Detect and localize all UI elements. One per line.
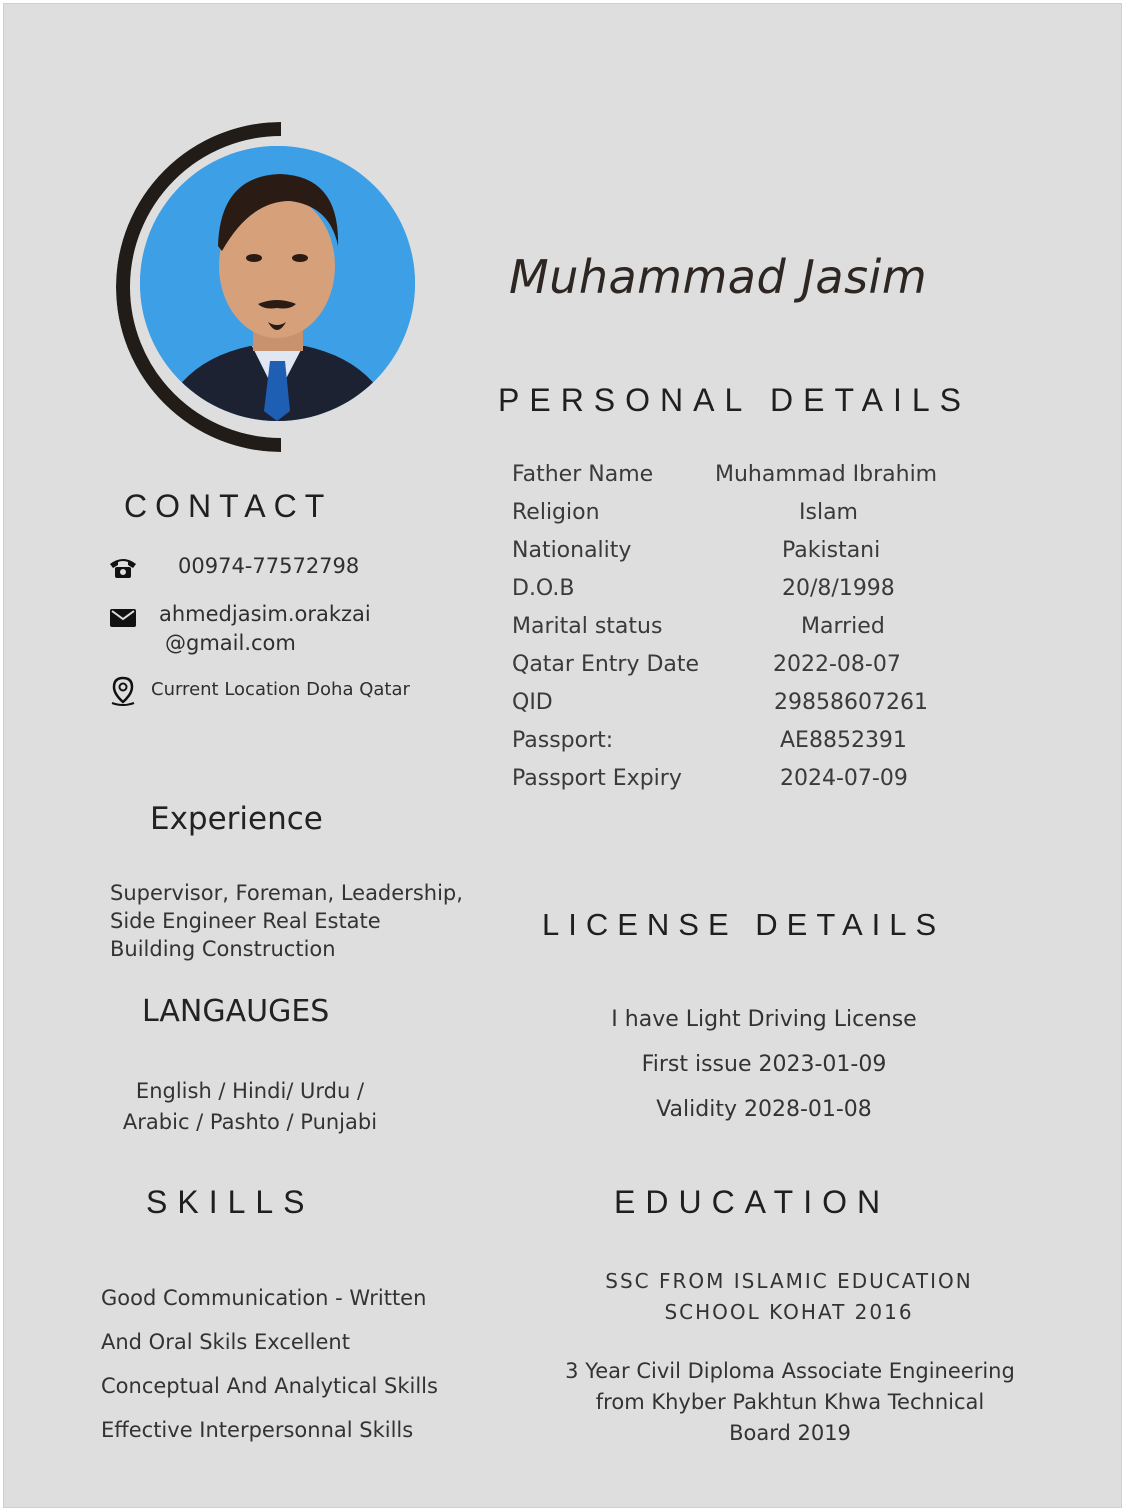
education-ssc-line: SCHOOL KOHAT 2016 — [664, 1300, 914, 1324]
education-diploma — [540, 1356, 1040, 1449]
location-pin-icon — [110, 676, 136, 710]
pd-label: D.O.B — [512, 576, 575, 601]
education-ssc — [544, 1266, 1034, 1328]
phone-icon — [108, 556, 138, 584]
education-title: EDUCATION — [614, 1184, 891, 1220]
experience-text — [110, 879, 463, 963]
pd-value: 29858607261 — [774, 690, 928, 715]
pd-label: Passport Expiry — [512, 766, 682, 791]
skills-list — [101, 1276, 438, 1452]
contact-title: CONTACT — [124, 488, 333, 524]
pd-label: Father Name — [512, 462, 654, 487]
pd-value: Married — [801, 614, 885, 639]
experience-title: Experience — [150, 801, 323, 837]
resume-page — [4, 4, 1121, 1507]
skills-line: And Oral Skils Excellent — [101, 1330, 350, 1354]
languages-line: Arabic / Pashto / Punjabi — [122, 1110, 378, 1134]
license-line: Validity 2028-01-08 — [656, 1097, 872, 1122]
pd-value: 2022-08-07 — [773, 652, 901, 677]
email-line2[interactable]: @gmail.com — [165, 631, 296, 655]
pd-value: AE8852391 — [780, 728, 907, 753]
languages-title: LANGAUGES — [142, 994, 330, 1029]
license-line: I have Light Driving License — [611, 1007, 917, 1032]
skills-line: Conceptual And Analytical Skills — [101, 1374, 438, 1398]
license-line: First issue 2023-01-09 — [641, 1052, 887, 1077]
pd-label: Nationality — [512, 538, 632, 563]
full-name: Muhammad Jasim — [509, 250, 928, 304]
current-location: Current Location Doha Qatar — [151, 679, 410, 700]
email-line1[interactable]: ahmedjasim.orakzai — [159, 602, 371, 626]
profile-photo — [140, 146, 415, 421]
license-text — [564, 997, 964, 1132]
pd-label: Marital status — [512, 614, 663, 639]
experience-line: Side Engineer Real Estate — [110, 909, 381, 933]
education-diploma-line: 3 Year Civil Diploma Associate Engineering — [565, 1359, 1015, 1383]
pd-label: QID — [512, 690, 553, 715]
phone-number[interactable]: 00974-77572798 — [178, 554, 360, 578]
education-ssc-line: SSC FROM ISLAMIC EDUCATION — [605, 1269, 973, 1293]
education-diploma-line: Board 2019 — [729, 1421, 851, 1445]
pd-value: Pakistani — [782, 538, 881, 563]
languages-line: English / Hindi/ Urdu / — [135, 1079, 365, 1103]
experience-line: Building Construction — [110, 937, 336, 961]
license-details-title: LICENSE DETAILS — [542, 907, 946, 942]
pd-value: Islam — [799, 500, 858, 525]
personal-details-title: PERSONAL DETAILS — [498, 382, 971, 418]
skills-line: Effective Interpersonnal Skills — [101, 1418, 414, 1442]
profile-photo-illustration — [140, 146, 415, 421]
languages-text — [100, 1076, 400, 1138]
pd-value: 20/8/1998 — [782, 576, 895, 601]
skills-title: SKILLS — [146, 1184, 315, 1220]
education-diploma-line: from Khyber Pakhtun Khwa Technical — [595, 1390, 985, 1414]
envelope-icon — [110, 609, 136, 631]
experience-line: Supervisor, Foreman, Leadership, — [110, 881, 463, 905]
skills-line: Good Communication - Written — [101, 1286, 427, 1310]
pd-value: 2024-07-09 — [780, 766, 908, 791]
pd-label: Qatar Entry Date — [512, 652, 700, 677]
pd-value: Muhammad Ibrahim — [715, 462, 938, 487]
pd-label: Passport: — [512, 728, 614, 753]
pd-label: Religion — [512, 500, 600, 525]
